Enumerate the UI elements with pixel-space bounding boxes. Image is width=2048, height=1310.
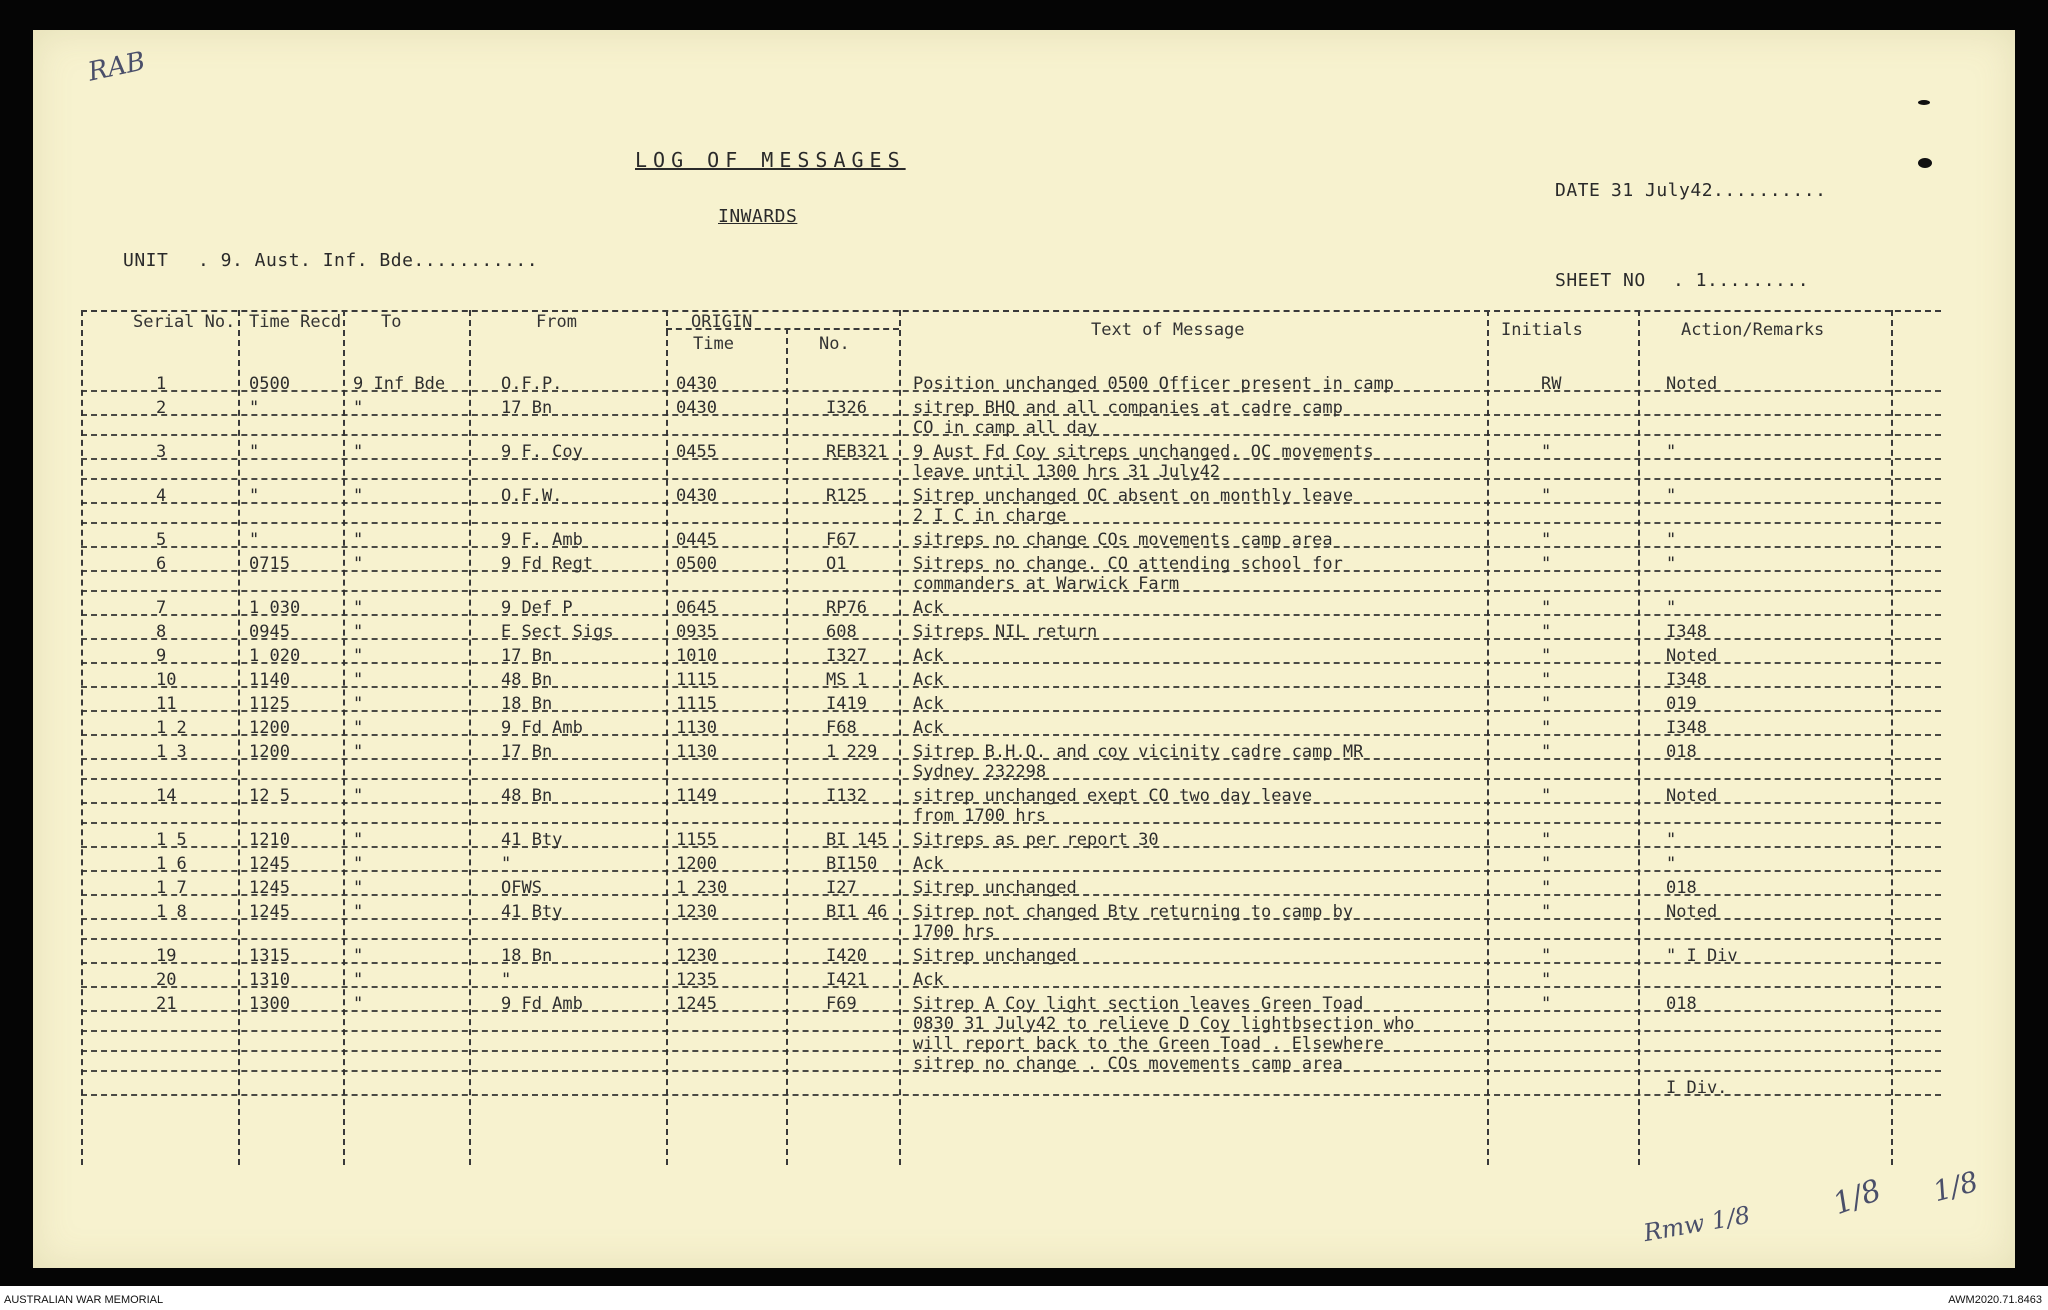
- row-rule: [81, 1050, 1941, 1052]
- handwritten-signature: Rmw 1/8: [1641, 1200, 1753, 1248]
- cell-action: 018: [1666, 994, 1697, 1014]
- cell-action: ": [1666, 854, 1677, 874]
- cell-text-line: from 1700 hrs: [913, 806, 1047, 826]
- cell-serial: 10: [156, 670, 177, 690]
- cell-action: I Div.: [1666, 1078, 1728, 1098]
- cell-ono: MS 1: [826, 670, 867, 690]
- cell-initials: ": [1541, 670, 1552, 690]
- cell-time: ": [249, 486, 260, 506]
- cell-initials: ": [1541, 994, 1552, 1014]
- table-row: [81, 786, 1941, 826]
- cell-action: ": [1666, 598, 1677, 618]
- cell-ono: BI 145: [826, 830, 888, 850]
- cell-text-line: 0830 31 July42 to relieve D Coy lightbsection who: [913, 1014, 1415, 1034]
- row-rule: [81, 1030, 1941, 1032]
- cell-action: ": [1666, 486, 1677, 506]
- cell-from: 17 Bn: [501, 398, 553, 418]
- cell-initials: ": [1541, 878, 1552, 898]
- cell-ono: I327: [826, 646, 867, 666]
- row-rule: [81, 734, 1941, 736]
- cell-to: ": [353, 718, 364, 738]
- cell-time: 1200: [249, 718, 290, 738]
- cell-to: ": [353, 830, 364, 850]
- row-rule: [81, 802, 1941, 804]
- cell-text-line: sitreps no change COs movements camp area: [913, 530, 1333, 550]
- cell-from: OFWS: [501, 878, 542, 898]
- cell-text-line: sitrep unchanged exept CO two day leave: [913, 786, 1313, 806]
- table-row: [81, 994, 1941, 1074]
- cell-action: 018: [1666, 742, 1697, 762]
- cell-text-line: Sitreps as per report 30: [913, 830, 1159, 850]
- cell-ono: REB321: [826, 442, 888, 462]
- cell-serial: 3: [156, 442, 167, 462]
- cell-time: 1210: [249, 830, 290, 850]
- cell-otime: 1149: [676, 786, 717, 806]
- cell-text-line: Ack: [913, 694, 944, 714]
- cell-text-line: commanders at Warwick Farm: [913, 574, 1180, 594]
- cell-from: 9 Fd Amb: [501, 994, 583, 1014]
- ink-mark: [1918, 100, 1930, 105]
- cell-to: ": [353, 694, 364, 714]
- row-rule: [81, 986, 1941, 988]
- cell-serial: 19: [156, 946, 177, 966]
- cell-ono: I326: [826, 398, 867, 418]
- cell-time: 1310: [249, 970, 290, 990]
- cell-initials: ": [1541, 622, 1552, 642]
- cell-to: ": [353, 530, 364, 550]
- row-rule: [81, 686, 1941, 688]
- row-rule: [81, 938, 1941, 940]
- cell-time: 1245: [249, 854, 290, 874]
- cell-otime: 0935: [676, 622, 717, 642]
- cell-otime: 1 230: [676, 878, 728, 898]
- ink-blot: [1918, 158, 1932, 168]
- unit-label: UNIT: [123, 250, 169, 271]
- cell-initials: ": [1541, 786, 1552, 806]
- cell-initials: ": [1541, 970, 1552, 990]
- cell-initials: ": [1541, 742, 1552, 762]
- row-rule: [81, 822, 1941, 824]
- cell-text-line: Position unchanged 0500 Officer present in camp: [913, 374, 1395, 394]
- footer-institution: AUSTRALIAN WAR MEMORIAL: [4, 1294, 164, 1306]
- cell-from: E Sect Sigs: [501, 622, 614, 642]
- cell-from: O.F.P.: [501, 374, 563, 394]
- cell-initials: ": [1541, 718, 1552, 738]
- table-row: [81, 902, 1941, 942]
- cell-serial: 7: [156, 598, 167, 618]
- cell-text-line: Sitrep unchanged: [913, 878, 1077, 898]
- header-time-recd: Time Recd: [249, 312, 342, 332]
- date-value: 31 July42..........: [1611, 180, 1827, 201]
- cell-text-line: Ack: [913, 854, 944, 874]
- cell-text-line: Sitrep unchanged OC absent on monthly leave: [913, 486, 1354, 506]
- cell-to: ": [353, 398, 364, 418]
- cell-initials: ": [1541, 486, 1552, 506]
- cell-time: 0945: [249, 622, 290, 642]
- cell-text-line: Sydney 232298: [913, 762, 1047, 782]
- cell-action: ": [1666, 830, 1677, 850]
- row-rule: [81, 546, 1941, 548]
- cell-to: ": [353, 554, 364, 574]
- table-row: [81, 742, 1941, 782]
- cell-initials: ": [1541, 694, 1552, 714]
- cell-text-line: Sitreps no change. CO attending school for: [913, 554, 1343, 574]
- cell-serial: 1 6: [156, 854, 187, 874]
- cell-action: Noted: [1666, 646, 1718, 666]
- header-origin: ORIGIN: [691, 312, 753, 332]
- cell-from: ": [501, 854, 512, 874]
- header-text: Text of Message: [1091, 320, 1245, 340]
- cell-action: I348: [1666, 670, 1707, 690]
- cell-from: 9 Fd Regt: [501, 554, 594, 574]
- table-row: [81, 486, 1941, 526]
- cell-otime: 0445: [676, 530, 717, 550]
- cell-text-line: Sitrep not changed Bty returning to camp by: [913, 902, 1354, 922]
- cell-to: ": [353, 670, 364, 690]
- cell-ono: BI150: [826, 854, 878, 874]
- cell-text-line: 9 Aust Fd Coy sitreps unchanged. OC movements: [913, 442, 1374, 462]
- cell-otime: 1200: [676, 854, 717, 874]
- cell-from: 17 Bn: [501, 742, 553, 762]
- header-initials: Initials: [1501, 320, 1583, 340]
- cell-to: ": [353, 854, 364, 874]
- cell-to: ": [353, 486, 364, 506]
- cell-time: 1245: [249, 878, 290, 898]
- cell-to: ": [353, 946, 364, 966]
- cell-from: 48 Bn: [501, 786, 553, 806]
- cell-serial: 8: [156, 622, 167, 642]
- row-rule: [81, 846, 1941, 848]
- cell-to: ": [353, 994, 364, 1014]
- cell-serial: 1 5: [156, 830, 187, 850]
- row-rule: [81, 614, 1941, 616]
- cell-text-line: Sitrep unchanged: [913, 946, 1077, 966]
- cell-time: 1300: [249, 994, 290, 1014]
- cell-from: O.F.W.: [501, 486, 563, 506]
- row-rule: [81, 638, 1941, 640]
- row-rule: [81, 758, 1941, 760]
- cell-serial: 1 7: [156, 878, 187, 898]
- cell-otime: 0455: [676, 442, 717, 462]
- cell-otime: 1115: [676, 694, 717, 714]
- row-rule: [81, 478, 1941, 480]
- cell-text-line: Sitrep A Coy light section leaves Green Toad: [913, 994, 1364, 1014]
- handwritten-signature-2: 1/8: [1828, 1172, 1886, 1223]
- cell-time: ": [249, 442, 260, 462]
- cell-ono: I421: [826, 970, 867, 990]
- cell-text-line: Sitreps NIL return: [913, 622, 1098, 642]
- cell-action: I348: [1666, 718, 1707, 738]
- cell-text-line: Ack: [913, 970, 944, 990]
- cell-to: 9 Inf Bde: [353, 374, 446, 394]
- cell-initials: ": [1541, 830, 1552, 850]
- cell-to: ": [353, 598, 364, 618]
- cell-from: 48 Bn: [501, 670, 553, 690]
- cell-action: 018: [1666, 878, 1697, 898]
- cell-serial: 9: [156, 646, 167, 666]
- cell-text-line: 1700 hrs: [913, 922, 995, 942]
- header-origin-no: No.: [819, 334, 850, 354]
- cell-text-line: Ack: [913, 670, 944, 690]
- cell-text-line: CO in camp all day: [913, 418, 1098, 438]
- cell-from: 9 F. Coy: [501, 442, 583, 462]
- cell-to: ": [353, 622, 364, 642]
- cell-initials: ": [1541, 554, 1552, 574]
- cell-otime: 1130: [676, 718, 717, 738]
- cell-otime: 1115: [676, 670, 717, 690]
- row-rule: [81, 962, 1941, 964]
- cell-ono: I420: [826, 946, 867, 966]
- cell-time: 1315: [249, 946, 290, 966]
- cell-ono: I27: [826, 878, 857, 898]
- cell-initials: ": [1541, 530, 1552, 550]
- cell-ono: R125: [826, 486, 867, 506]
- date-label: DATE: [1555, 180, 1601, 201]
- cell-initials: ": [1541, 646, 1552, 666]
- table-row: [81, 398, 1941, 438]
- footer-accession: AWM2020.71.8463: [1948, 1294, 2042, 1306]
- cell-to: ": [353, 442, 364, 462]
- cell-otime: 1230: [676, 902, 717, 922]
- cell-time: 1125: [249, 694, 290, 714]
- cell-serial: 21: [156, 994, 177, 1014]
- cell-from: ": [501, 970, 512, 990]
- row-rule: [81, 894, 1941, 896]
- cell-action: ": [1666, 442, 1677, 462]
- cell-time: 1200: [249, 742, 290, 762]
- cell-otime: 1245: [676, 994, 717, 1014]
- document-subtitle: INWARDS: [718, 206, 798, 227]
- cell-text-line: Ack: [913, 718, 944, 738]
- cell-otime: 0500: [676, 554, 717, 574]
- header-from: From: [536, 312, 577, 332]
- cell-to: ": [353, 742, 364, 762]
- header-to: To: [381, 312, 402, 332]
- cell-initials: ": [1541, 442, 1552, 462]
- cell-text-line: leave until 1300 hrs 31 July42: [913, 462, 1221, 482]
- cell-serial: 1 2: [156, 718, 187, 738]
- cell-initials: ": [1541, 854, 1552, 874]
- row-rule: [81, 434, 1941, 436]
- handwritten-signature-3: 1/8: [1929, 1164, 1982, 1209]
- cell-to: ": [353, 902, 364, 922]
- row-rule: [81, 390, 1941, 392]
- row-rule: [81, 414, 1941, 416]
- cell-otime: 0430: [676, 374, 717, 394]
- row-rule: [81, 590, 1941, 592]
- cell-serial: 4: [156, 486, 167, 506]
- cell-text-line: will report back to the Green Toad . Elsewhere: [913, 1034, 1384, 1054]
- sheet-value: . 1.........: [1673, 270, 1810, 291]
- cell-text-line: Sitrep B.H.Q. and coy vicinity cadre camp MR: [913, 742, 1364, 762]
- cell-serial: 1 3: [156, 742, 187, 762]
- cell-from: 18 Bn: [501, 694, 553, 714]
- cell-serial: 20: [156, 970, 177, 990]
- cell-from: 9 F. Amb: [501, 530, 583, 550]
- cell-otime: 1155: [676, 830, 717, 850]
- message-log-sheet: [33, 30, 2015, 1268]
- cell-otime: 1010: [676, 646, 717, 666]
- cell-ono: 1 229: [826, 742, 878, 762]
- row-rule: [81, 522, 1941, 524]
- cell-action: Noted: [1666, 902, 1718, 922]
- table-row: [81, 554, 1941, 594]
- cell-text-line: sitrep BHQ and all companies at cadre camp: [913, 398, 1343, 418]
- row-rule: [81, 1094, 1941, 1096]
- document-title: LOG OF MESSAGES: [635, 148, 906, 172]
- cell-ono: 608: [826, 622, 857, 642]
- cell-otime: 0645: [676, 598, 717, 618]
- cell-text-line: Ack: [913, 646, 944, 666]
- cell-to: ": [353, 646, 364, 666]
- cell-time: 1140: [249, 670, 290, 690]
- cell-ono: BI1 46: [826, 902, 888, 922]
- row-rule: [81, 1070, 1941, 1072]
- unit-value: . 9. Aust. Inf. Bde...........: [198, 250, 539, 271]
- cell-action: I348: [1666, 622, 1707, 642]
- sheet-label: SHEET NO: [1555, 270, 1646, 291]
- cell-from: 41 Bty: [501, 830, 563, 850]
- cell-serial: 5: [156, 530, 167, 550]
- cell-from: 41 Bty: [501, 902, 563, 922]
- archive-footer: [0, 1290, 2048, 1310]
- row-rule: [81, 458, 1941, 460]
- cell-otime: 0430: [676, 486, 717, 506]
- cell-to: ": [353, 878, 364, 898]
- cell-action: Noted: [1666, 786, 1718, 806]
- row-rule: [81, 870, 1941, 872]
- cell-otime: 1230: [676, 946, 717, 966]
- cell-initials: ": [1541, 598, 1552, 618]
- cell-time: 12 5: [249, 786, 290, 806]
- cell-initials: RW: [1541, 374, 1562, 394]
- header-origin-time: Time: [693, 334, 734, 354]
- message-log-table: [81, 310, 1941, 1165]
- cell-time: ": [249, 530, 260, 550]
- cell-from: 9 Def P: [501, 598, 573, 618]
- cell-serial: 2: [156, 398, 167, 418]
- row-rule: [81, 778, 1941, 780]
- table-row: [81, 442, 1941, 482]
- cell-serial: 6: [156, 554, 167, 574]
- cell-text-line: Ack: [913, 598, 944, 618]
- row-rule: [81, 502, 1941, 504]
- cell-serial: 1 8: [156, 902, 187, 922]
- cell-action: 019: [1666, 694, 1697, 714]
- cell-time: 1 030: [249, 598, 301, 618]
- cell-time: 0715: [249, 554, 290, 574]
- cell-text-line: 2 I C in charge: [913, 506, 1067, 526]
- cell-serial: 1: [156, 374, 167, 394]
- cell-ono: RP76: [826, 598, 867, 618]
- cell-from: 17 Bn: [501, 646, 553, 666]
- cell-serial: 11: [156, 694, 177, 714]
- cell-from: 9 Fd Amb: [501, 718, 583, 738]
- cell-ono: F68: [826, 718, 857, 738]
- cell-action: " I Div: [1666, 946, 1738, 966]
- cell-to: ": [353, 786, 364, 806]
- cell-action: ": [1666, 530, 1677, 550]
- cell-time: 0500: [249, 374, 290, 394]
- handwritten-initials: RAB: [85, 46, 148, 88]
- cell-serial: 14: [156, 786, 177, 806]
- cell-action: ": [1666, 554, 1677, 574]
- header-serial: Serial No.: [133, 312, 236, 332]
- cell-initials: ": [1541, 946, 1552, 966]
- cell-ono: O1: [826, 554, 847, 574]
- row-rule: [81, 662, 1941, 664]
- cell-initials: ": [1541, 902, 1552, 922]
- cell-time: 1245: [249, 902, 290, 922]
- cell-ono: I132: [826, 786, 867, 806]
- cell-ono: I419: [826, 694, 867, 714]
- cell-to: ": [353, 970, 364, 990]
- cell-text-line: sitrep no change . COs movements camp area: [913, 1054, 1343, 1074]
- cell-ono: F69: [826, 994, 857, 1014]
- header-action: Action/Remarks: [1681, 320, 1825, 340]
- cell-otime: 1235: [676, 970, 717, 990]
- cell-otime: 1130: [676, 742, 717, 762]
- row-rule: [81, 570, 1941, 572]
- cell-time: ": [249, 398, 260, 418]
- cell-ono: F67: [826, 530, 857, 550]
- cell-otime: 0430: [676, 398, 717, 418]
- row-rule: [81, 918, 1941, 920]
- cell-time: 1 020: [249, 646, 301, 666]
- row-rule: [81, 1010, 1941, 1012]
- cell-action: Noted: [1666, 374, 1718, 394]
- cell-from: 18 Bn: [501, 946, 553, 966]
- row-rule: [81, 710, 1941, 712]
